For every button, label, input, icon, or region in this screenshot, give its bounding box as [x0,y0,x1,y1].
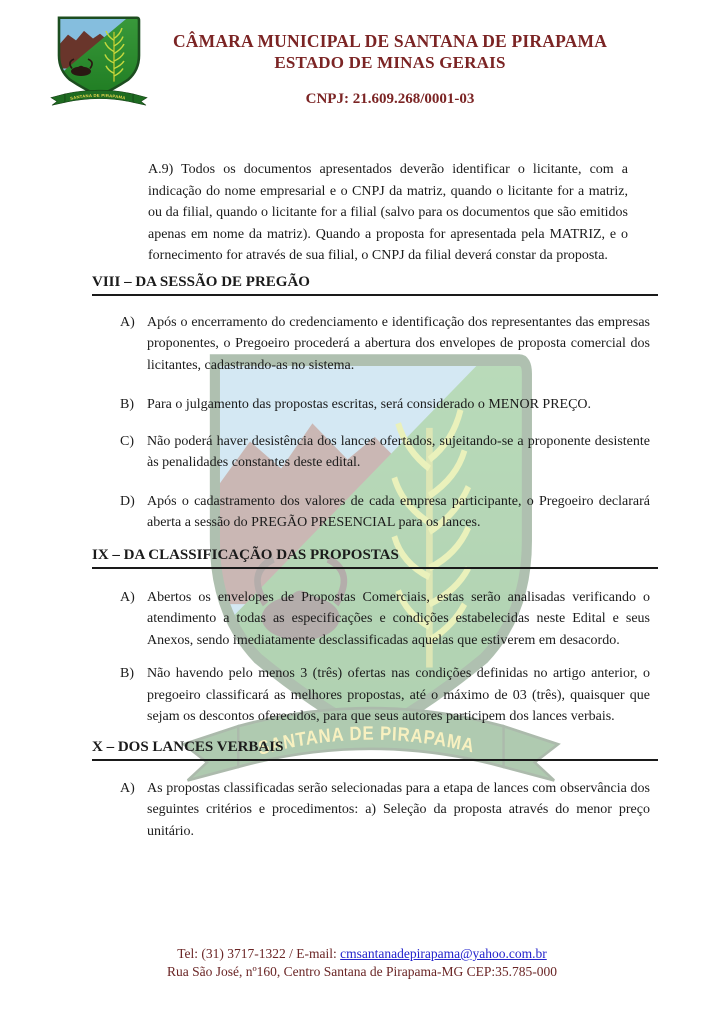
page-footer [0,945,724,980]
footer-contact-line [0,945,724,963]
list-item [92,663,650,728]
item-text: Não havendo pelo menos 3 (três) ofertas nas condições definidas no artigo anterior, o pregoeiro classificará as melhores propostas, até o máximo de 03 (três), quaisquer que sejam os descontos oferecidos, para que seus autores participem dos lances verbais. [147,666,650,724]
list-item [92,431,650,474]
state-name: ESTADO DE MINAS GERAIS [274,53,506,72]
item-marker: B) [120,666,134,681]
footer-address-line: Rua São José, nº160, Centro Santana de Pirapama-MG CEP:35.785-000 [166,963,557,979]
letterhead [130,30,650,108]
item-text: Para o julgamento das propostas escritas, será considerado o MENOR PREÇO. [147,397,592,412]
document-body [92,159,658,842]
email-link[interactable]: cmsantanadepirapama@yahoo.com.br [340,946,547,961]
item-text: Não poderá haver desistência dos lances ofertados, sujeitando-se a proponente desistente às penalidades constantes deste edital. [147,433,650,470]
item-marker: A) [120,314,135,330]
item-text: Após o encerramento do credenciamento e identificação dos representantes das empresas proponentes, o Pregoeiro procederá a abertura dos envelopes de proposta comercial dos licitantes, cadastrando-as no sistema. [147,314,650,373]
section-heading-x: X – DOS LANCES VERBAIS [92,738,658,761]
item-marker: C) [120,433,134,449]
list-item [92,587,650,652]
list-item [92,312,650,377]
section-heading-ix: IX – DA CLASSIFICAÇÃO DAS PROPOSTAS [92,546,658,569]
item-marker: A) [120,780,135,796]
section-heading-viii: VIII – DA SESSÃO DE PREGÃO [92,273,658,296]
item-text: Abertos os envelopes de Propostas Comerciais, estas serão analisadas verificando o atendimento a todas as especificações e condições estabelecidas neste Edital e seus Anexos, sendo imediatamente desclassificadas aquelas que estiverem em desacordo. [147,589,650,648]
item-marker: B) [120,397,134,412]
footer-tel-label: Tel: (31) 3717-1322 / E-mail: [177,946,341,961]
item-marker: D) [120,493,135,509]
cnpj-number: CNPJ: 21.609.268/0001-03 [305,91,475,107]
list-item [92,491,650,534]
item-marker: A) [120,589,135,605]
item-text: As propostas classificadas serão selecionadas para a etapa de lances com observância dos seguintes critérios e procedimentos: a) Seleção da proposta através do menor preço unitário. [147,780,650,839]
organization-name: CÂMARA MUNICIPAL DE SANTANA DE PIRAPAMA [172,31,608,51]
list-item [92,778,650,843]
item-text: Após o cadastramento dos valores de cada empresa participante, o Pregoeiro declarará aberta a sessão do PREGÃO PRESENCIAL para os lances. [147,493,650,530]
list-item [92,394,650,416]
paragraph-a9: A.9) Todos os documentos apresentados deverão identificar o licitante, com a indicação do nome empresarial e o CNPJ da matriz, quando o licitante for a matriz, ou da filial, quando o licitante for a filial (salvo para os documentos que são emitidos apenas em nome da matriz). Quando a proposta for apresentada pela MATRIZ, e o fornecimento for através de sua filial, o CNPJ da filial deverá constar da proposta. [148,162,628,263]
